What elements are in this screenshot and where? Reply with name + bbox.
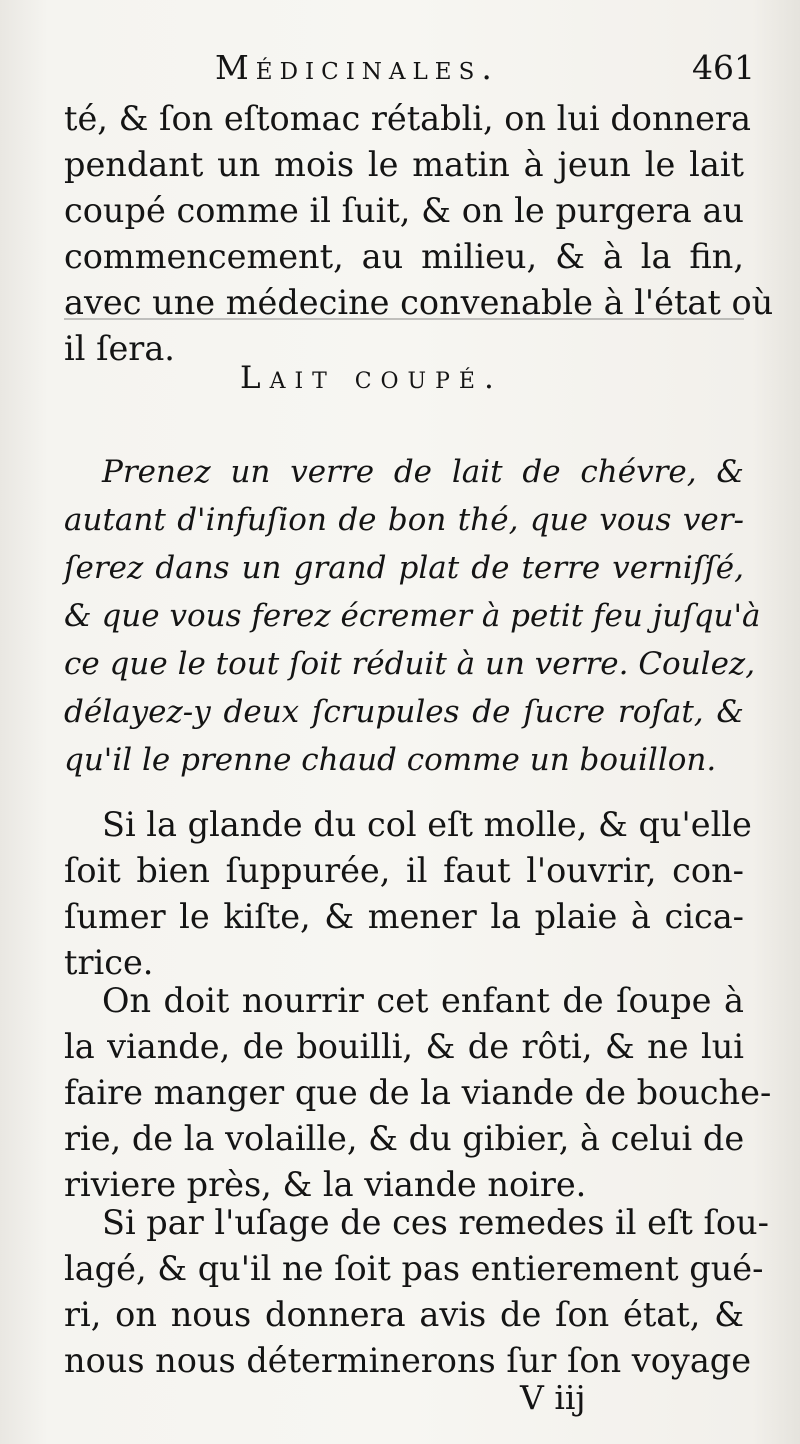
section-heading: Lait coupé. <box>240 360 503 396</box>
text-line: té, & ſon eſtomac rétabli, on lui donnera <box>64 99 751 138</box>
text-line: commencement, au milieu, & à la fin, <box>64 237 744 276</box>
text-line: faire manger que de la viande de bouche- <box>64 1073 772 1112</box>
text-line: délayez-y deux ſcrupules de ſucre roſat, & <box>64 694 744 730</box>
text-line: autant d'infuſion de bon thé, que vous ver- <box>64 502 744 538</box>
text-line: coupé comme il ſuit, & on le purgera au <box>64 191 744 230</box>
text-line: lagé, & qu'il ne ſoit pas entierement gué- <box>64 1249 764 1288</box>
show-through-rule <box>64 318 744 320</box>
text-line: ce que le tout ſoit réduit à un verre. Coulez, <box>64 646 756 682</box>
text-line: ri, on nous donnera avis de ſon état, & <box>64 1295 744 1334</box>
text-line: trice. <box>64 943 154 982</box>
running-head: Médicinales. <box>215 48 499 87</box>
page-number: 461 <box>692 48 755 87</box>
text-line: On doit nourrir cet enfant de ſoupe à <box>102 981 744 1020</box>
text-line: la viande, de bouilli, & de rôti, & ne lui <box>64 1027 744 1066</box>
text-line: il ſera. <box>64 329 175 368</box>
paragraph-3 <box>64 978 772 1208</box>
recipe-paragraph <box>64 448 761 784</box>
page-header <box>215 48 755 98</box>
text-line: nous nous déterminerons ſur ſon voyage <box>64 1341 752 1380</box>
text-line: Si la glande du col eſt molle, & qu'elle <box>102 805 752 844</box>
text-line: riviere près, & la viande noire. <box>64 1165 587 1204</box>
paragraph-1 <box>64 96 774 372</box>
text-line: avec une médecine convenable à l'état où <box>64 283 774 322</box>
paragraph-4 <box>64 1200 769 1384</box>
text-line: & que vous ferez écremer à petit feu juſqu'à <box>64 598 761 634</box>
text-line: pendant un mois le matin à jeun le lait <box>64 145 744 184</box>
text-line: ſumer le kiſte, & mener la plaie à cica- <box>64 897 744 936</box>
text-line: qu'il le prenne chaud comme un bouillon. <box>64 742 717 778</box>
text-line: Si par l'uſage de ces remedes il eſt ſou- <box>102 1203 769 1242</box>
text-line: Prenez un verre de lait de chévre, & <box>102 454 744 490</box>
text-line: rie, de la volaille, & du gibier, à celui de <box>64 1119 745 1158</box>
text-line: ſoit bien ſuppurée, il faut l'ouvrir, con- <box>64 851 744 890</box>
paragraph-2 <box>64 802 752 986</box>
text-line: ſerez dans un grand plat de terre verniſſé, <box>64 550 744 586</box>
signature-mark: V iij <box>520 1378 586 1417</box>
